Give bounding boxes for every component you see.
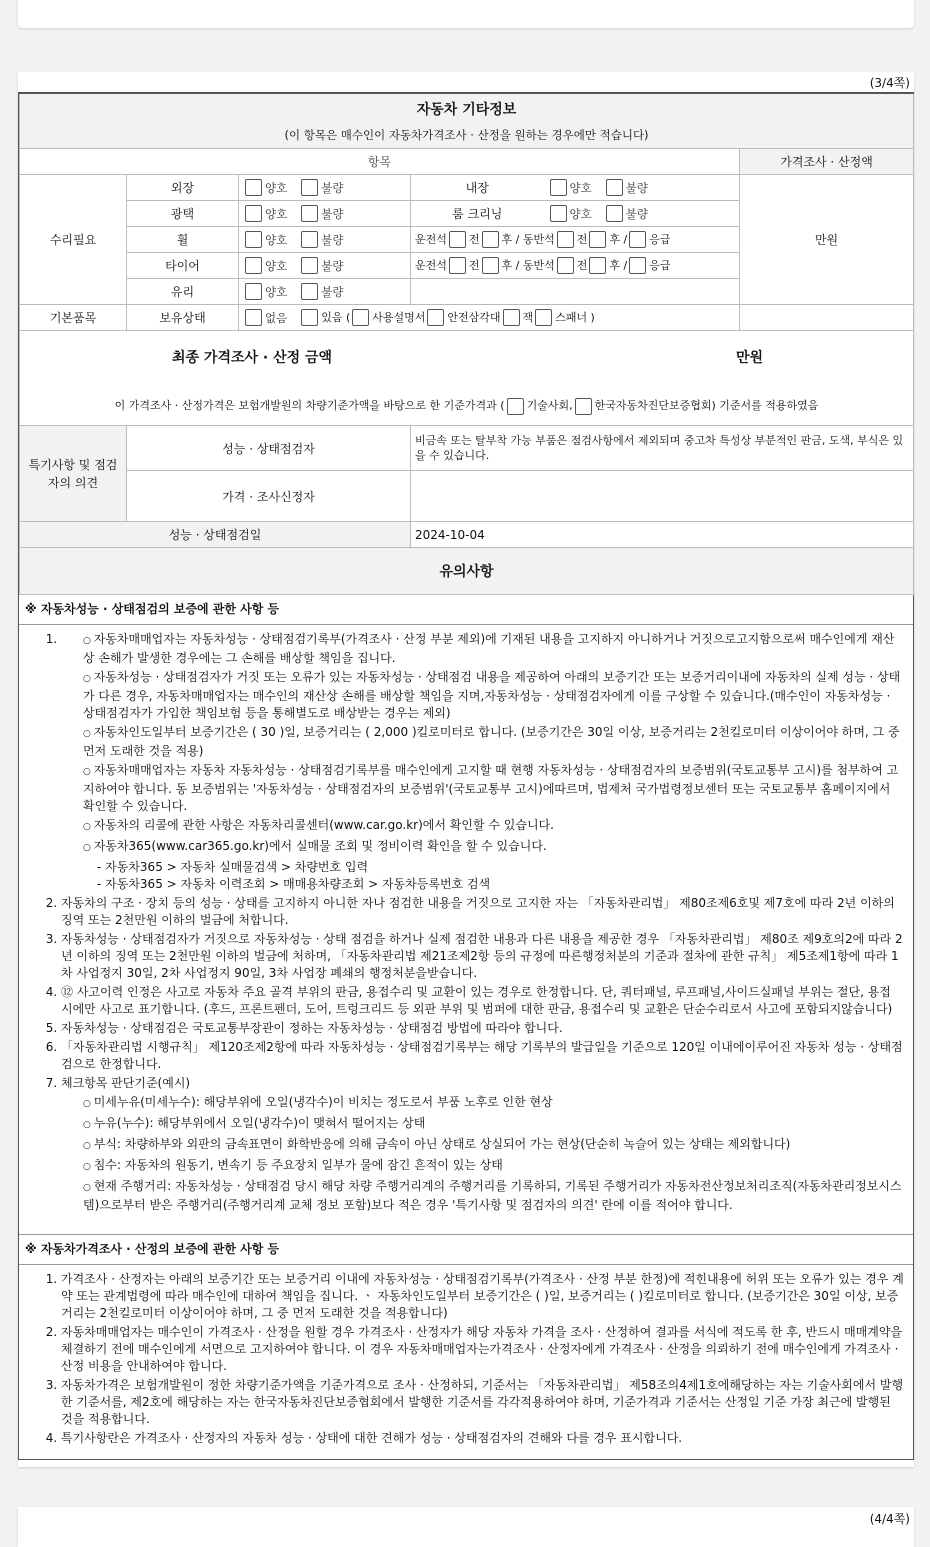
list-item: 4. 특기사항란은 가격조사 · 산정자의 자동차 성능 · 상태에 대한 견해가 성능 · 상태점검자의 견해와 다를 경우 표시합니다. [61,1430,905,1447]
option-label: 후 / 동반석 [501,258,555,272]
option-label: 안전삼각대 [447,310,501,324]
option-label: 운전석 [415,258,447,272]
option-label: 한국자동차진단보증협회) 기준서를 적용하였음 [594,399,819,412]
checkbox[interactable] [482,231,499,248]
repair-row-label: 내장 [411,175,544,201]
checkbox[interactable] [245,309,262,326]
option-label: 후 / 동반석 [501,232,555,246]
list-item: ○ 자동차인도일부터 보증기간은 ( 30 )일, 보증거리는 ( 2,000 )킬로미터로 합니다. (보증기간은 30일 이상, 보증거리는 2천킬로미터 이상이어야 하며, 그 중 먼저 도래한 것을 적용) [83,724,905,760]
warranty-section [19,595,913,1459]
option-label: 없음 [265,310,288,325]
option-label: 불량 [321,284,344,299]
checkbox[interactable] [482,257,499,274]
checkbox[interactable] [352,309,369,326]
list-item: 2. 자동차매매업자는 매수인이 가격조사 · 산정을 원할 경우 가격조사 · 산정자가 해당 자동차 가격을 조사 · 산정하여 결과를 서식에 적도록 한 후, 반드시 매매계약을 체결하기 전에 매수인에게 서면으로 고지하여야 합니다. 이 경우 자동차매매업자는가격조사 · 산정자에게 가격조사 · 산정을 의뢰하기 전에 매수인에게 가격조사 · 산정 비용을 안내하여야 합니다. [61,1324,905,1375]
list-item: ○ 현재 주행거리: 자동차성능 · 상태점검 당시 해당 차량 주행거리계의 주행거리를 기록하되, 기록된 주행거리가 자동차전산정보처리조직(자동차관리정보시스템)으로부터 받은 주행거리(주행거리계 교체 정보 포함)보다 적은 경우 '특기사항 및 점검자의 의견' 란에 이를 적어야 합니다. [83,1178,905,1214]
checkbox[interactable] [245,257,262,274]
column-price: 가격조사 · 산정액 [740,149,914,175]
final-price-unit: 만원 [736,350,764,366]
list-item: 6. 「자동차관리법 시행규칙」 제120조제2항에 따라 자동차성능 · 상태점검기록부는 해당 기록부의 발급일을 기준으로 120일 이내에이루어진 자동차 성능 · 상태점검으로 한정합니다. [61,1039,905,1073]
list-item: 3. 자동차가격은 보험개발원이 정한 차량기준가액을 기준가격으로 조사 · 산정하되, 기준서는 「자동차관리법」 제58조의4제1호에해당하는 자는 기술사회에서 발행한 기준서를, 제2호에 해당하는 자는 한국자동차진단보증협회에서 발행한 기준서를 각각적용하여야 하며, 기준가격과 기준서는 산정일 기준 가장 최근에 발행된 것을 적용합니다. [61,1377,905,1428]
form-frame [18,92,914,1460]
option-label: 후 / [609,258,628,272]
checkbox[interactable] [301,283,318,300]
checkbox[interactable] [575,398,592,415]
inspection-date: 2024-10-04 [411,522,914,548]
option-label: 있음 ( [321,310,351,324]
list-item: - 자동차365 > 자동차 실매물검색 > 차량번호 입력 [97,860,369,874]
option-label: 불량 [321,180,344,195]
checkbox[interactable] [606,179,623,196]
list-item: ○ 미세누유(미세누수): 해당부위에 오일(냉각수)이 비치는 정도로서 부품 노후로 인한 현상 [83,1094,905,1113]
list-item: ○ 자동차의 리콜에 관한 사항은 자동차리콜센터(www.car.go.kr)에서 확인할 수 있습니다. [83,817,905,836]
checkbox[interactable] [557,257,574,274]
appraiser-label: 가격 · 조사신정자 [127,471,411,522]
page-number: (3/4쪽) [869,76,910,90]
list-item: ○ 자동차365(www.car365.go.kr)에서 실매물 조회 및 정비이력 확인을 할 수 있습니다. [83,838,905,857]
checkbox[interactable] [301,231,318,248]
option-label: 불량 [321,232,344,247]
option-label: 양호 [265,206,288,221]
option-label: 스패너 ) [555,310,595,324]
checkbox[interactable] [589,231,606,248]
repair-row-label: 룸 크리닝 [411,201,544,227]
notes-title: 유의사항 [20,548,914,595]
option-label: 후 / [609,232,628,246]
basic-group-label: 기본품목 [20,305,127,331]
option-label: 응급 [649,258,671,272]
appraiser-opinion [411,471,914,522]
checkbox[interactable] [301,179,318,196]
option-label: 양호 [569,206,592,221]
document-page [18,72,914,1467]
option-label: 전 [468,258,480,272]
list-item [61,1075,905,1214]
checkbox[interactable] [245,231,262,248]
checkbox[interactable] [301,309,318,326]
inspection-date-label: 성능 · 상태점검일 [20,522,411,548]
checkbox[interactable] [301,257,318,274]
repair-row-label: 외장 [127,175,239,201]
checkbox[interactable] [449,257,466,274]
option-label: 잭 [522,310,534,324]
list-item: 1. 가격조사 · 산정자는 아래의 보증기간 또는 보증거리 이내에 자동차성능 · 상태점검기록부(가격조사 · 산정 부분 한정)에 적힌내용에 허위 또는 오류가 있는 경우 계약 또는 관계법령에 따라 매수인에 대하여 책임을 집니다. ㆍ 자동차인도일부터 보증기간은 ( )일, 보증거리는 ( )킬로미터로 합니다. (보증기간은 30일 이상, 보증거리는 2천킬로미터 이상이어야 하며, 그 중 먼저 도래한 것을 적용합니다) [61,1271,905,1322]
list-item: ○ 자동차성능 · 상태점검자가 거짓 또는 오류가 있는 자동차성능 · 상태점검 내용을 제공하여 아래의 보증기간 또는 보증거리이내에 자동차의 실제 성능 · 상태가 다른 경우, 자동차매매업자는 매수인의 재산상 손해를 배상할 책임을 지며,자동차성능 · 상태점검자에게 이를 구상할 수 있습니다.(매수인이 자동차성능 · 상태점검자가 가입한 책임보험 등을 통해별도로 배상받는 경우는 제외) [83,669,905,722]
checkbox[interactable] [589,257,606,274]
checkbox[interactable] [245,179,262,196]
list-item: ○ 누유(누수): 해당부위에서 오일(냉각수)이 맺혀서 떨어지는 상태 [83,1115,905,1134]
list-item: - 자동차365 > 자동차 이력조회 > 매매용차량조회 > 자동차등록번호 검색 [97,877,491,891]
option-label: 불량 [625,180,648,195]
price-cell [740,175,914,305]
final-price-label: 최종 가격조사 · 산정 금액 [172,350,333,366]
opinion-group-label: 특기사항 및 점검자의 의견 [20,426,127,522]
repair-group-label: 수리필요 [20,175,127,305]
list-item: 4. ⑫ 사고이력 인정은 사고로 자동차 주요 골격 부위의 판금, 용접수리 및 교환이 있는 경우로 한정합니다. 단, 쿼터패널, 루프패널,사이드실패널 부위는 절단, 용접 시에만 사고로 표기합니다. (후드, 프론트펜더, 도어, 트렁크리드 등 외판 부위 및 범퍼에 대한 판금, 용접수리 및 교환은 단순수리로서 사고에 포함되지않습니다) [61,984,905,1018]
section-heading: ※ 자동차가격조사 · 산정의 보증에 관한 사항 등 [19,1234,913,1265]
checkbox[interactable] [245,283,262,300]
checkbox[interactable] [606,205,623,222]
list-item: ○ 침수: 자동차의 원동기, 변속기 등 주요장치 일부가 물에 잠긴 흔적이 있는 상태 [83,1157,905,1176]
checkbox[interactable] [550,179,567,196]
option-label: 운전석 [415,232,447,246]
list-item-text: 체크항목 판단기준(예시) [61,1076,191,1090]
option-label: 전 [576,258,588,272]
list-item: 2. 자동차의 구조 · 장치 등의 성능 · 상태를 고지하지 아니한 자나 점검한 내용을 거짓으로 고지한 자는 「자동차관리법」 제80조제6호및 제7호에 따라 2년 이하의 징역 또는 2천만원 이하의 벌금에 처합니다. [61,895,905,929]
form-subtitle: (이 항목은 매수인이 자동차가격조사 · 산정을 원하는 경우에만 적습니다) [284,128,649,142]
checkbox[interactable] [557,231,574,248]
repair-row-label: 광택 [127,201,239,227]
form-title: 자동차 기타정보 [416,102,517,118]
basis-text: 이 가격조사 · 산정가격은 보험개발원의 차량기준가액을 바탕으로 한 기준가격과 ( [114,399,505,412]
checkbox[interactable] [507,398,524,415]
info-table [19,94,914,595]
option-label: 전 [468,232,480,246]
list-item: 5. 자동차성능 · 상태점검은 국토교통부장관이 정하는 자동차성능 · 상태점검 방법에 따라야 합니다. [61,1020,905,1037]
option-label: 불량 [625,206,648,221]
checkbox[interactable] [535,309,552,326]
section-heading: ※ 자동차성능 · 상태점검의 보증에 관한 사항 등 [19,595,913,625]
option-label: 전 [576,232,588,246]
price-unit: 만원 [814,233,839,247]
inspector-opinion: 비금속 또는 탈부착 가능 부품은 점검사항에서 제외되며 중고차 특성상 부분적인 판금, 도색, 부식은 있을 수 있습니다. [411,426,914,471]
checkbox[interactable] [301,205,318,222]
list-item: 3. 자동차성능 · 상태점검자가 거짓으로 자동차성능 · 상태 점검을 하거나 실제 점검한 내용과 다른 내용을 제공한 경우 「자동차관리법」 제80조 제9호의2에 따라 2년 이하의 징역 또는 2천만원 이하의 벌금에 처하며, 「자동차관리법 제21조제2항 등의 규정에 따른행정처분의 기준과 절차에 관한 규칙」 제5조제1항에 따라 1차 사업정지 30일, 2차 사업정지 90일, 3차 사업장 폐쇄의 행정처분을받습니다. [61,931,905,982]
checkbox[interactable] [629,231,646,248]
option-label: 기술사회, [526,399,573,412]
option-label: 양호 [265,180,288,195]
next-page-edge [18,1507,914,1547]
option-label: 양호 [569,180,592,195]
checkbox[interactable] [449,231,466,248]
next-page-number: (4/4쪽) [869,1512,910,1526]
list-item: ○ 부식: 차량하부와 외판의 금속표면이 화학반응에 의해 금속이 아닌 상태로 상실되어 가는 현상(단순히 녹슬어 있는 상태는 제외합니다) [83,1136,905,1155]
option-label: 불량 [321,206,344,221]
option-label: 양호 [265,284,288,299]
list-item [61,631,905,893]
list-item: ○ 자동차매매업자는 자동차 자동차성능 · 상태점검기록부를 매수인에게 고지할 때 현행 자동차성능 · 상태점검자의 보증범위(국토교통부 고시)를 첨부하여 고지하여야 합니다. 동 보증범위는 '자동차성능 · 상태점검자의 보증범위'(국토교통부 고시)에따르며, 법제처 국가법령정보센터 또는 국토교통부 홈페이지에서 확인할 수 있습니다. [83,762,905,815]
option-label: 사용설명서 [372,310,426,324]
checkbox[interactable] [550,205,567,222]
checkbox[interactable] [503,309,520,326]
basic-label: 보유상태 [127,305,239,331]
option-label: 응급 [649,232,671,246]
option-label: 양호 [265,258,288,273]
inspector-label: 성능 · 상태점검자 [127,426,411,471]
repair-row-label: 유리 [127,279,239,305]
checkbox[interactable] [427,309,444,326]
repair-row-label: 타이어 [127,253,239,279]
checkbox[interactable] [245,205,262,222]
checkbox[interactable] [629,257,646,274]
option-label: 양호 [265,232,288,247]
column-item: 항목 [20,149,740,175]
option-label: 불량 [321,258,344,273]
repair-row-label: 휠 [127,227,239,253]
list-item: ○ 1. 자동차매매업자는 자동차성능 · 상태점검기록부(가격조사 · 산정 부분 제외)에 기재된 내용을 고지하지 아니하거나 거짓으로고지함으로써 매수인에게 재산상 손해가 발생한 경우에는 그 손해를 배상할 책임을 집니다. [83,631,905,667]
previous-page-edge [18,0,914,28]
